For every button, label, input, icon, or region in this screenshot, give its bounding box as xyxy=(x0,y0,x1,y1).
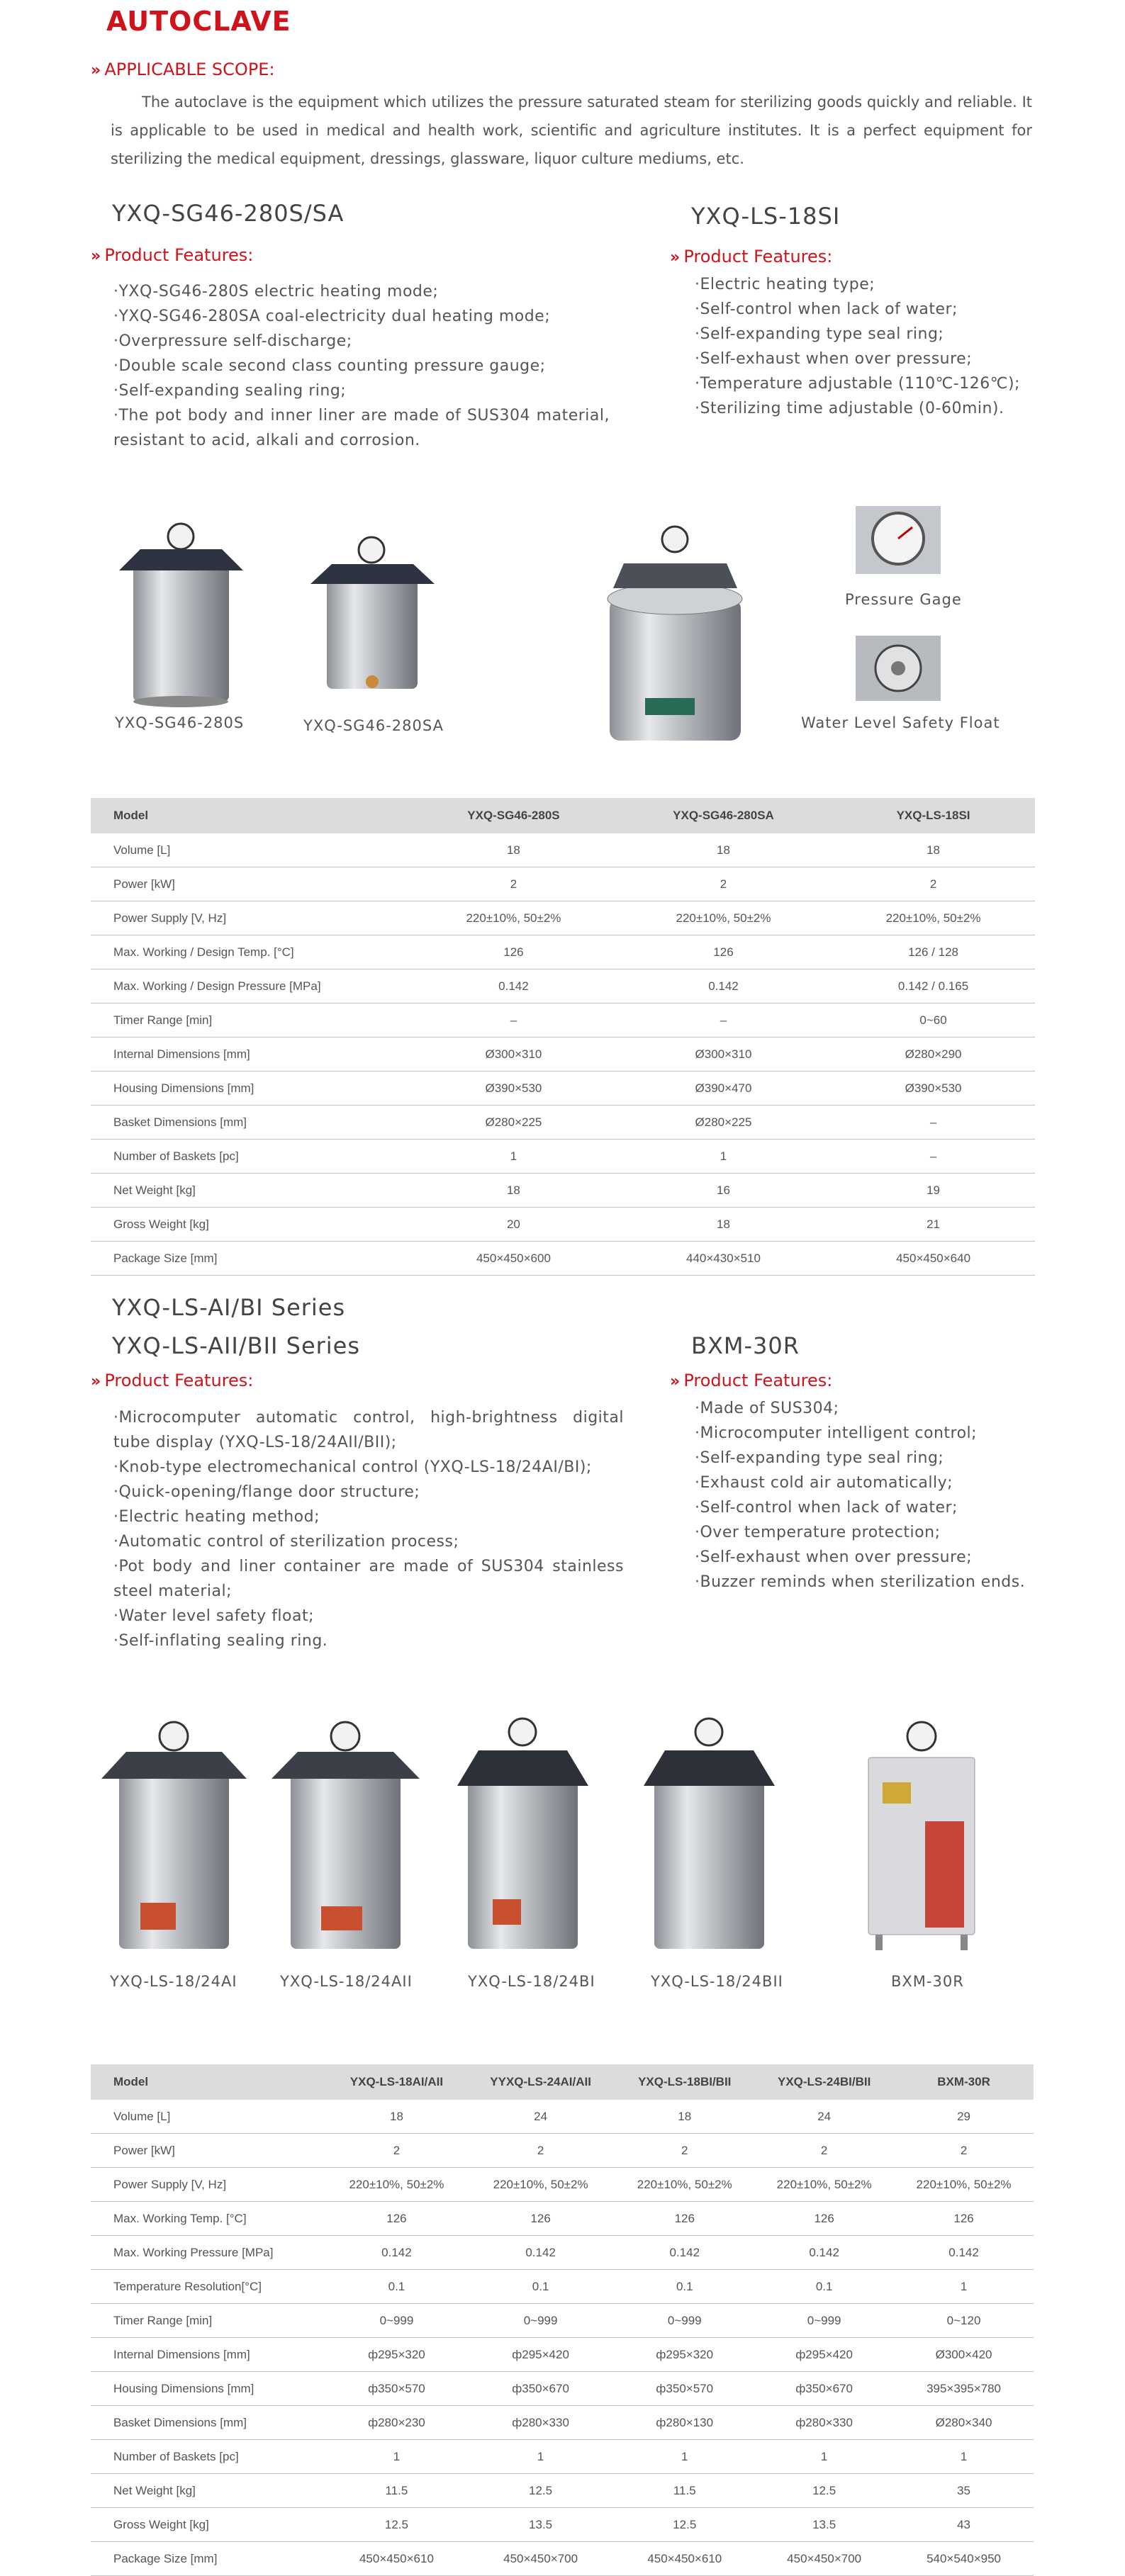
table-header-row xyxy=(91,798,1035,833)
value-cell: Ø390×530 xyxy=(412,1072,615,1106)
value-cell: 35 xyxy=(894,2474,1034,2508)
model-title-sg46: YXQ-SG46-280S/SA xyxy=(112,200,345,227)
table-row xyxy=(91,2236,1034,2270)
caption-ls-18-24aii: YXQ-LS-18/24AII xyxy=(280,1973,413,1990)
value-cell: 2 xyxy=(894,2134,1034,2168)
row-label-cell: Power [kW] xyxy=(91,2134,327,2168)
table-row xyxy=(91,2168,1034,2202)
feature-item: ·Self-control when lack of water; xyxy=(695,300,958,318)
row-label-cell: Timer Range [min] xyxy=(91,2304,327,2338)
value-cell: ф350×670 xyxy=(754,2372,894,2406)
table-header-cell: Model xyxy=(91,798,412,833)
value-cell: 220±10%, 50±2% xyxy=(466,2168,615,2202)
value-cell: – xyxy=(832,1106,1035,1140)
value-cell: 12.5 xyxy=(327,2508,466,2542)
value-cell: 1 xyxy=(894,2440,1034,2474)
features-heading-label: Product Features: xyxy=(104,245,254,265)
table-row xyxy=(91,1072,1035,1106)
feature-item: ·Self-exhaust when over pressure; xyxy=(695,1548,973,1566)
features-list-ls-series xyxy=(113,1405,624,1653)
value-cell: 0.142 xyxy=(412,969,615,1003)
value-cell: 18 xyxy=(615,2100,754,2134)
value-cell: 18 xyxy=(327,2100,466,2134)
value-cell: 1 xyxy=(615,2440,754,2474)
features-heading-label: Product Features: xyxy=(104,1371,254,1390)
row-label-cell: Power Supply [V, Hz] xyxy=(91,901,412,935)
value-cell: 0~999 xyxy=(754,2304,894,2338)
value-cell: 18 xyxy=(615,833,832,867)
value-cell: 21 xyxy=(832,1208,1035,1242)
value-cell: 126 xyxy=(615,2202,754,2236)
value-cell: 0~999 xyxy=(615,2304,754,2338)
value-cell: 13.5 xyxy=(466,2508,615,2542)
value-cell: 440×430×510 xyxy=(615,1242,832,1276)
row-label-cell: Power [kW] xyxy=(91,867,412,901)
autoclave-image-ls-18si xyxy=(595,521,759,744)
value-cell: 18 xyxy=(412,833,615,867)
table-header-row xyxy=(91,2064,1034,2100)
feature-item: ·Self-exhaust when over pressure; xyxy=(695,350,973,368)
caption-bxm-30r: BXM-30R xyxy=(891,1973,964,1990)
value-cell: 16 xyxy=(615,1174,832,1208)
value-cell: 18 xyxy=(615,1208,832,1242)
caption-water-level-float: Water Level Safety Float xyxy=(801,714,1000,731)
value-cell: 450×450×640 xyxy=(832,1242,1035,1276)
autoclave-image-bxm-30r xyxy=(861,1715,982,1956)
pressure-gage-image xyxy=(856,506,941,574)
caption-sg46-280s: YXQ-SG46-280S xyxy=(115,714,245,731)
value-cell: 1 xyxy=(615,1140,832,1174)
autoclave-image-ls-18-24bii xyxy=(629,1708,789,1956)
value-cell: ф350×570 xyxy=(327,2372,466,2406)
feature-item: ·Electric heating method; xyxy=(113,1508,320,1526)
value-cell: 1 xyxy=(327,2440,466,2474)
value-cell: 220±10%, 50±2% xyxy=(412,901,615,935)
value-cell: 0~120 xyxy=(894,2304,1034,2338)
autoclave-image-sg46-280s xyxy=(105,521,254,709)
row-label-cell: Package Size [mm] xyxy=(91,2542,327,2576)
value-cell: ф280×330 xyxy=(754,2406,894,2440)
value-cell: 2 xyxy=(412,867,615,901)
row-label-cell: Volume [L] xyxy=(91,2100,327,2134)
autoclave-image-ls-18-24ai xyxy=(98,1715,250,1956)
spec-table-2 xyxy=(91,2064,1034,2576)
table-header-cell: BXM-30R xyxy=(894,2064,1034,2100)
value-cell: 0.1 xyxy=(615,2270,754,2304)
row-label-cell: Temperature Resolution[°C] xyxy=(91,2270,327,2304)
value-cell: 0~999 xyxy=(327,2304,466,2338)
table-row xyxy=(91,1208,1035,1242)
row-label-cell: Housing Dimensions [mm] xyxy=(91,1072,412,1106)
chevron-right-icon: » xyxy=(670,249,681,266)
caption-sg46-280sa: YXQ-SG46-280SA xyxy=(303,717,444,734)
value-cell: 220±10%, 50±2% xyxy=(832,901,1035,935)
value-cell: 18 xyxy=(412,1174,615,1208)
value-cell: 43 xyxy=(894,2508,1034,2542)
value-cell: 11.5 xyxy=(327,2474,466,2508)
row-label-cell: Power Supply [V, Hz] xyxy=(91,2168,327,2202)
feature-item: ·Self-expanding type seal ring; xyxy=(695,1449,944,1467)
table-row xyxy=(91,1140,1035,1174)
value-cell: 0.142 xyxy=(615,2236,754,2270)
value-cell: Ø280×225 xyxy=(412,1106,615,1140)
feature-item: ·YXQ-SG46-280SA coal-electricity dual heating mode; xyxy=(113,308,551,325)
features-heading-label: Product Features: xyxy=(683,247,833,266)
value-cell: 395×395×780 xyxy=(894,2372,1034,2406)
feature-item: ·YXQ-SG46-280S electric heating mode; xyxy=(113,283,439,300)
row-label-cell: Gross Weight [kg] xyxy=(91,2508,327,2542)
table-header-cell: YXQ-LS-24BI/BII xyxy=(754,2064,894,2100)
table-row xyxy=(91,2304,1034,2338)
autoclave-image-sg46-280sa xyxy=(300,533,442,696)
value-cell: 11.5 xyxy=(615,2474,754,2508)
table-row xyxy=(91,2406,1034,2440)
value-cell: ф350×670 xyxy=(466,2372,615,2406)
value-cell: 24 xyxy=(754,2100,894,2134)
feature-item: ·Microcomputer automatic control, high-brightness digital tube display (YXQ-LS-18/24AII/BII); xyxy=(113,1409,624,1451)
caption-pressure-gage: Pressure Gage xyxy=(845,591,962,608)
value-cell: 450×450×610 xyxy=(615,2542,754,2576)
value-cell: 450×450×700 xyxy=(466,2542,615,2576)
table-row xyxy=(91,1003,1035,1037)
feature-item: ·Pot body and liner container are made of SUS304 stainless steel material; xyxy=(113,1558,624,1600)
row-label-cell: Internal Dimensions [mm] xyxy=(91,2338,327,2372)
row-label-cell: Max. Working Temp. [°C] xyxy=(91,2202,327,2236)
value-cell: ф295×420 xyxy=(754,2338,894,2372)
value-cell: 0.1 xyxy=(466,2270,615,2304)
table-row xyxy=(91,867,1035,901)
table-header-cell: YXQ-SG46-280SA xyxy=(615,798,832,833)
row-label-cell: Housing Dimensions [mm] xyxy=(91,2372,327,2406)
value-cell: ф295×420 xyxy=(466,2338,615,2372)
caption-ls-18-24bi: YXQ-LS-18/24BI xyxy=(468,1973,595,1990)
value-cell: ф280×230 xyxy=(327,2406,466,2440)
row-label-cell: Number of Baskets [pc] xyxy=(91,2440,327,2474)
row-label-cell: Volume [L] xyxy=(91,833,412,867)
value-cell: ф295×320 xyxy=(327,2338,466,2372)
scope-heading xyxy=(91,60,275,79)
features-heading-ls-series xyxy=(91,1371,253,1390)
value-cell: 0.142 xyxy=(615,969,832,1003)
value-cell: 0.142 xyxy=(754,2236,894,2270)
table-header-cell: YYXQ-LS-24AI/AII xyxy=(466,2064,615,2100)
value-cell: Ø390×470 xyxy=(615,1072,832,1106)
value-cell: 20 xyxy=(412,1208,615,1242)
value-cell: 12.5 xyxy=(754,2474,894,2508)
value-cell: 2 xyxy=(466,2134,615,2168)
table-row xyxy=(91,1037,1035,1072)
row-label-cell: Basket Dimensions [mm] xyxy=(91,1106,412,1140)
value-cell: 220±10%, 50±2% xyxy=(894,2168,1034,2202)
value-cell: 450×450×610 xyxy=(327,2542,466,2576)
value-cell: 0.1 xyxy=(754,2270,894,2304)
value-cell: ф295×320 xyxy=(615,2338,754,2372)
table-row xyxy=(91,2100,1034,2134)
value-cell: 13.5 xyxy=(754,2508,894,2542)
value-cell: 24 xyxy=(466,2100,615,2134)
table-row xyxy=(91,2372,1034,2406)
value-cell: ф350×570 xyxy=(615,2372,754,2406)
value-cell: Ø300×420 xyxy=(894,2338,1034,2372)
model-title-bxm-30r: BXM-30R xyxy=(691,1332,800,1359)
value-cell: 18 xyxy=(832,833,1035,867)
value-cell: 220±10%, 50±2% xyxy=(615,901,832,935)
value-cell: 0.142 xyxy=(894,2236,1034,2270)
table-row xyxy=(91,2338,1034,2372)
table-header-cell: YXQ-LS-18SI xyxy=(832,798,1035,833)
table-row xyxy=(91,935,1035,969)
features-heading-ls18si xyxy=(670,247,832,266)
feature-item: ·Self-expanding type seal ring; xyxy=(695,325,944,343)
value-cell: 126 / 128 xyxy=(832,935,1035,969)
page-title: AUTOCLAVE xyxy=(106,6,291,37)
row-label-cell: Net Weight [kg] xyxy=(91,1174,412,1208)
row-label-cell: Max. Working / Design Pressure [MPa] xyxy=(91,969,412,1003)
table-row xyxy=(91,1106,1035,1140)
table-header-cell: Model xyxy=(91,2064,327,2100)
value-cell: 19 xyxy=(832,1174,1035,1208)
value-cell: Ø280×225 xyxy=(615,1106,832,1140)
value-cell: – xyxy=(615,1003,832,1037)
feature-item: ·Sterilizing time adjustable (0-60min). xyxy=(695,400,1004,417)
value-cell: 2 xyxy=(327,2134,466,2168)
spec-table-1 xyxy=(91,798,1035,1276)
feature-item: ·Made of SUS304; xyxy=(695,1400,839,1417)
chevron-right-icon: » xyxy=(91,62,101,79)
value-cell: Ø390×530 xyxy=(832,1072,1035,1106)
value-cell: 1 xyxy=(466,2440,615,2474)
value-cell: 126 xyxy=(615,935,832,969)
row-label-cell: Timer Range [min] xyxy=(91,1003,412,1037)
autoclave-image-ls-18-24aii xyxy=(266,1715,425,1956)
value-cell: 2 xyxy=(615,2134,754,2168)
value-cell: 126 xyxy=(466,2202,615,2236)
feature-item: ·Quick-opening/flange door structure; xyxy=(113,1483,420,1501)
value-cell: 126 xyxy=(754,2202,894,2236)
value-cell: Ø280×340 xyxy=(894,2406,1034,2440)
table-header-cell: YXQ-SG46-280S xyxy=(412,798,615,833)
value-cell: 450×450×600 xyxy=(412,1242,615,1276)
table-row xyxy=(91,2134,1034,2168)
value-cell: 126 xyxy=(327,2202,466,2236)
feature-item: ·Overpressure self-discharge; xyxy=(113,332,352,350)
chevron-right-icon: » xyxy=(91,247,101,265)
value-cell: 2 xyxy=(832,867,1035,901)
scope-text: The autoclave is the equipment which utilizes the pressure saturated steam for sterilizing goods quickly and reliable. It is applicable to be used in medical and health work, scientific and agriculture institutes. It is a perfect equipment for sterilizing the medical equipment, dressings, glassware, liquor culture mediums, etc. xyxy=(111,94,1032,167)
feature-item: ·Self-expanding sealing ring; xyxy=(113,382,347,400)
value-cell: 0.142 xyxy=(327,2236,466,2270)
value-cell: 126 xyxy=(412,935,615,969)
value-cell: Ø280×290 xyxy=(832,1037,1035,1072)
chevron-right-icon: » xyxy=(670,1373,681,1390)
row-label-cell: Net Weight [kg] xyxy=(91,2474,327,2508)
caption-ls-18-24bii: YXQ-LS-18/24BII xyxy=(651,1973,783,1990)
feature-item: ·Temperature adjustable (110℃-126℃); xyxy=(695,375,1020,393)
series-title-aii-bii: YXQ-LS-AII/BII Series xyxy=(112,1332,361,1359)
features-list-sg46 xyxy=(113,279,610,453)
feature-item: ·Electric heating type; xyxy=(695,276,875,293)
value-cell: 220±10%, 50±2% xyxy=(754,2168,894,2202)
row-label-cell: Internal Dimensions [mm] xyxy=(91,1037,412,1072)
feature-item: ·Water level safety float; xyxy=(113,1607,315,1625)
row-label-cell: Package Size [mm] xyxy=(91,1242,412,1276)
feature-item: ·The pot body and inner liner are made of SUS304 material, resistant to acid, alkali and corrosion. xyxy=(113,407,610,449)
feature-item: ·Over temperature protection; xyxy=(695,1524,941,1541)
table-row xyxy=(91,2202,1034,2236)
scope-heading-label: APPLICABLE SCOPE: xyxy=(104,60,275,79)
feature-item: ·Buzzer reminds when sterilization ends. xyxy=(695,1573,1026,1591)
feature-item: ·Self-inflating sealing ring. xyxy=(113,1632,328,1650)
feature-item: ·Microcomputer intelligent control; xyxy=(695,1424,978,1442)
value-cell: 29 xyxy=(894,2100,1034,2134)
table-row xyxy=(91,1174,1035,1208)
value-cell: 450×450×700 xyxy=(754,2542,894,2576)
value-cell: 0.1 xyxy=(327,2270,466,2304)
row-label-cell: Max. Working Pressure [MPa] xyxy=(91,2236,327,2270)
feature-item: ·Knob-type electromechanical control (YXQ-LS-18/24AI/BI); xyxy=(113,1458,592,1476)
value-cell: Ø300×310 xyxy=(412,1037,615,1072)
caption-ls-18-24ai: YXQ-LS-18/24AI xyxy=(110,1973,237,1990)
value-cell: 2 xyxy=(615,867,832,901)
model-title-ls18si: YXQ-LS-18SI xyxy=(691,203,841,230)
feature-item: ·Double scale second class counting pressure gauge; xyxy=(113,357,546,375)
table-row xyxy=(91,1242,1035,1276)
value-cell: 1 xyxy=(894,2270,1034,2304)
features-list-bxm xyxy=(695,1396,1078,1594)
value-cell: 2 xyxy=(754,2134,894,2168)
table-row xyxy=(91,901,1035,935)
feature-item: ·Exhaust cold air automatically; xyxy=(695,1474,953,1492)
table-row xyxy=(91,2542,1034,2576)
value-cell: 220±10%, 50±2% xyxy=(327,2168,466,2202)
table-row xyxy=(91,2270,1034,2304)
series-title-ai-bi: YXQ-LS-AI/BI Series xyxy=(112,1294,346,1321)
row-label-cell: Gross Weight [kg] xyxy=(91,1208,412,1242)
autoclave-image-ls-18-24bi xyxy=(447,1708,599,1956)
table-row xyxy=(91,2440,1034,2474)
chevron-right-icon: » xyxy=(91,1373,101,1390)
table-row xyxy=(91,2474,1034,2508)
table-row xyxy=(91,833,1035,867)
row-label-cell: Number of Baskets [pc] xyxy=(91,1140,412,1174)
table-row xyxy=(91,2508,1034,2542)
value-cell: 0.142 xyxy=(466,2236,615,2270)
features-heading-label: Product Features: xyxy=(683,1371,833,1390)
value-cell: 540×540×950 xyxy=(894,2542,1034,2576)
row-label-cell: Basket Dimensions [mm] xyxy=(91,2406,327,2440)
water-level-float-image xyxy=(856,636,941,701)
value-cell: 1 xyxy=(754,2440,894,2474)
value-cell: 12.5 xyxy=(615,2508,754,2542)
value-cell: – xyxy=(832,1140,1035,1174)
value-cell: 0.142 / 0.165 xyxy=(832,969,1035,1003)
value-cell: 0~999 xyxy=(466,2304,615,2338)
value-cell: – xyxy=(412,1003,615,1037)
value-cell: Ø300×310 xyxy=(615,1037,832,1072)
feature-item: ·Self-control when lack of water; xyxy=(695,1499,958,1517)
feature-item: ·Automatic control of sterilization process; xyxy=(113,1533,459,1551)
features-list-ls18si xyxy=(695,272,1063,421)
table-row xyxy=(91,969,1035,1003)
features-heading-bxm xyxy=(670,1371,832,1390)
value-cell: 1 xyxy=(412,1140,615,1174)
value-cell: ф280×130 xyxy=(615,2406,754,2440)
row-label-cell: Max. Working / Design Temp. [°C] xyxy=(91,935,412,969)
value-cell: 12.5 xyxy=(466,2474,615,2508)
value-cell: 0~60 xyxy=(832,1003,1035,1037)
value-cell: ф280×330 xyxy=(466,2406,615,2440)
features-heading-sg46 xyxy=(91,245,253,265)
value-cell: 126 xyxy=(894,2202,1034,2236)
table-header-cell: YXQ-LS-18BI/BII xyxy=(615,2064,754,2100)
table-header-cell: YXQ-LS-18AI/AII xyxy=(327,2064,466,2100)
value-cell: 220±10%, 50±2% xyxy=(615,2168,754,2202)
